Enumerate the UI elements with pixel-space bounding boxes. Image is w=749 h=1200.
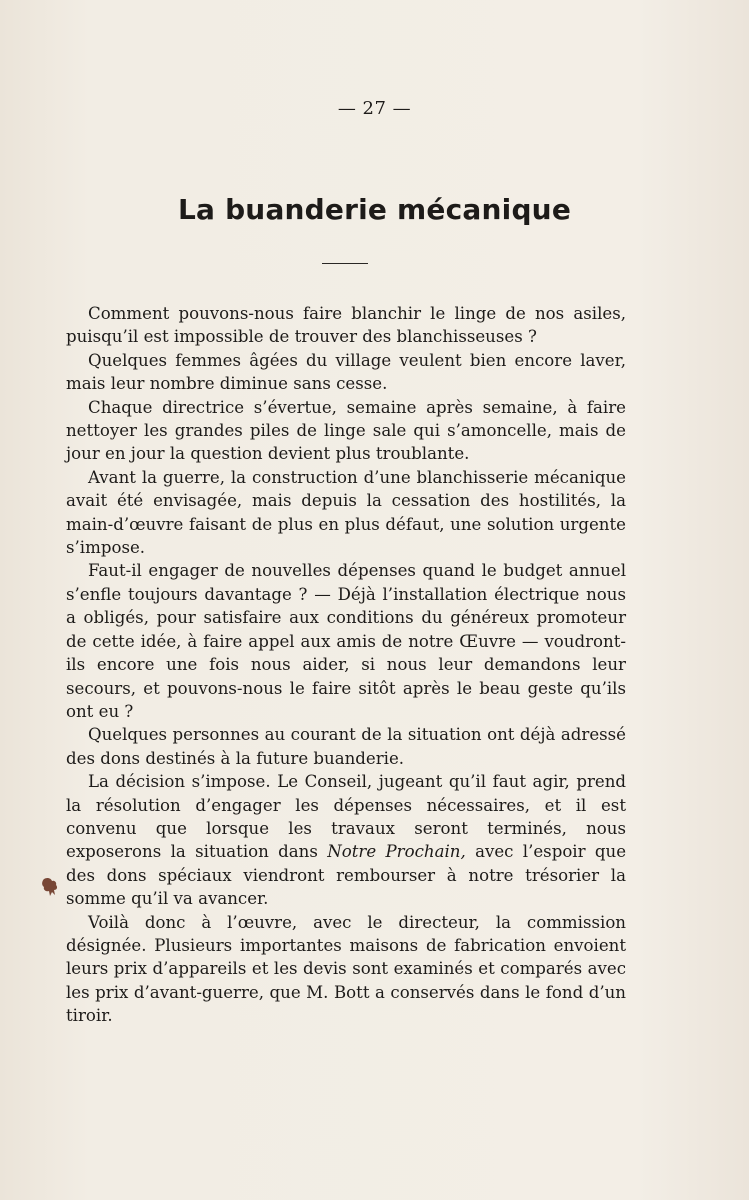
paragraph-3: Chaque directrice s’évertue, semaine après semaine, à faire nettoyer les grandes piles de linge sale qui s’amoncelle, mais de jour en jour la question devient plus troublante. <box>66 397 626 464</box>
title-divider <box>322 263 368 264</box>
ink-stain-mark <box>40 876 60 898</box>
article-body <box>66 302 626 1028</box>
page-number: — 27 — <box>337 98 412 119</box>
paragraph-4: Avant la guerre, la construction d’une blanchisserie mécanique avait été envisagée, mais depuis la cessation des hostilités, la main-d’œuvre faisant de plus en plus défaut, une solution urgente s’impose. <box>66 467 626 558</box>
page-title: La buanderie mécanique <box>177 193 572 226</box>
paragraph-7-text-a: La décision s’impose. Le Conseil, jugeant qu’il faut agir, prend la résolution d’engager les dépenses nécessaires, et il est convenu que lorsque les travaux seront terminés, nous exposerons la situation dans <box>66 772 626 862</box>
paragraph-6: Quelques personnes au courant de la situation ont déjà adressé des dons destinés à la future buanderie. <box>66 725 626 768</box>
journal-title-italic: Notre Prochain, <box>327 842 466 862</box>
paragraph-7 <box>66 770 626 910</box>
paragraph-2: Quelques femmes âgées du village veulent bien encore laver, mais leur nombre diminue sans cesse. <box>66 350 626 394</box>
paragraph-1: Comment pouvons-nous faire blanchir le linge de nos asiles, puisqu’il est impossible de trouver des blanchisseuses ? <box>66 304 626 347</box>
paragraph-8: Voilà donc à l’œuvre, avec le directeur, la commission désignée. Plusieurs importantes maisons de fabrication envoient leurs prix d’appareils et les devis sont examinés et comparés avec les prix d’avant-guerre, que M. Bott a conservés dans le fond d’un tiroir. <box>66 912 626 1026</box>
paragraph-5: Faut-il engager de nouvelles dépenses quand le budget annuel s’enfle toujours davantage ? — Déjà l’installation électrique nous a obligés, pour satisfaire aux conditions du généreux promoteur de cette idée, à faire appel aux amis de notre Œuvre — voudront-ils encore une fois nous aider, si nous leur demandons leur secours, et pouvons-nous le faire sitôt après le beau geste qu’ils ont eu ? <box>66 561 626 721</box>
paragraph-7-text-b: avec l’espoir que des dons spéciaux viendront rembourser à notre trésorier la somme qu’il va avancer. <box>66 842 627 909</box>
